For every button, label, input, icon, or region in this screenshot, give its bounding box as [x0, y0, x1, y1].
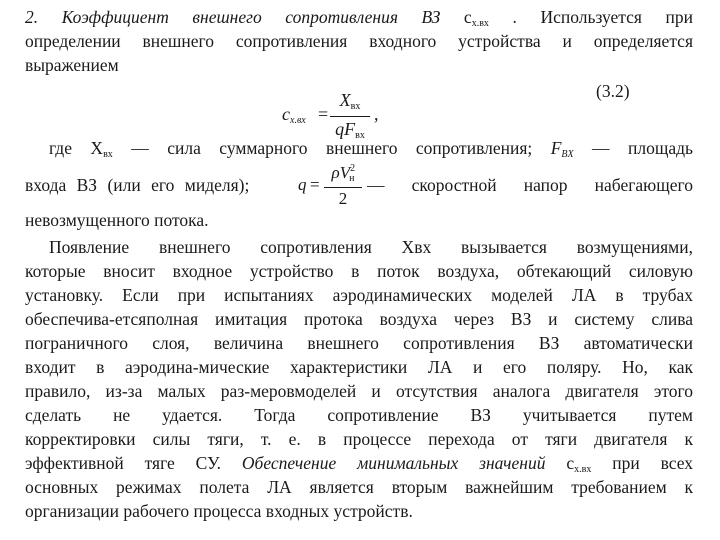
equation-number: (3.2): [596, 81, 630, 101]
formula-q: q = $\rho V^2н$ 2: [298, 164, 368, 208]
para3-line5: пограничного слоя, величина внешнего сопротивления ВЗ автоматически: [25, 333, 693, 353]
para3-line8: сделать не удается. Тогда сопротивление ВЗ учитывается путем: [25, 405, 693, 425]
para3-line4: обеспечива-етсяполная имитация протока воздуха через ВЗ и систему слива: [25, 309, 693, 329]
para2-line3: невозмущенного потока.: [25, 210, 209, 230]
para3-line9: корректировки силы тяги, т. е. в процессе перехода от тяги двигателя к: [25, 429, 693, 449]
formula-cx-lhs: cх.вх: [282, 104, 306, 126]
para3-line10: эффективной тяге СУ. Обеспечение минимальных значений cх.вх при всех: [25, 453, 694, 475]
formula-cx-comma: ,: [374, 104, 379, 124]
para2-line2-end: — скоростной напор набегающего: [367, 175, 693, 195]
formula-cx-num: Xвх: [339, 90, 361, 112]
formula-cx-eq: =: [318, 104, 329, 124]
para3-line1: Появление внешнего сопротивления Xвх вызывается возмущениями,: [49, 237, 693, 257]
para3-line11: основных режимах полета ЛА является вторым важнейшим требованием к: [25, 477, 693, 497]
para3-line12: организации рабочего процесса входных устройств.: [25, 501, 413, 521]
fraction-bar: [330, 116, 370, 117]
para2-line2-start: входа ВЗ (или его миделя);: [25, 175, 250, 195]
para2-line1: где Xвх — сила суммарного внешнего сопротивления; FBX — площадь: [49, 138, 693, 160]
cx-symbol: cх.вх: [463, 7, 489, 29]
formula-q-fraction: $\rho V^2н$ 2: [324, 164, 362, 208]
para1-heading: 2. Коэффициент внешнего сопротивления ВЗ: [25, 7, 441, 27]
para1-line3: выражением: [25, 55, 119, 75]
fraction-bar: [324, 187, 362, 188]
para1-line1-rest: . Используется при: [512, 7, 694, 27]
formula-cx-den: qFвх: [335, 119, 365, 141]
formula-cx: [282, 90, 402, 140]
para3-line3: установку. Если при испытаниях аэродинамических моделей ЛА в трубах: [25, 285, 693, 305]
para3-line2: которые вносит входное устройство в поток воздуха, обтекающий силовую: [25, 261, 693, 281]
para3-line6: входит в аэродина-мические характеристики ЛА и его поляру. Но, как: [25, 357, 693, 377]
para1-line2: определении внешнего сопротивления входного устройства и определяется: [25, 31, 693, 51]
para3-line7: правило, из-за малых раз-меровмоделей и отсутствия аналога двигателя этого: [25, 381, 693, 401]
cx-symbol: cх.вх: [566, 453, 592, 475]
